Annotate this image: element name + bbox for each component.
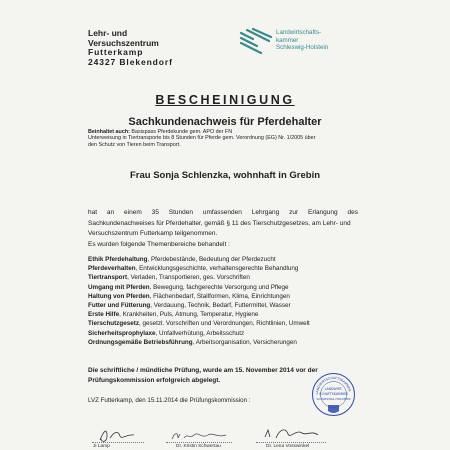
chamber-logo-icon (239, 27, 273, 57)
body-line-4: Es wurden folgende Themenbereiche behandelt : (88, 240, 230, 248)
document-subtitle: Sachkundenachweis für Pferdehalter (128, 116, 322, 128)
topic-item: Ordnungsgemäße Betriebsführung, Arbeitsorganisation, Versicherungen (88, 338, 297, 346)
logo-text-line-1: Landwirtschafts- (276, 29, 322, 36)
signature-line-2 (166, 442, 232, 443)
intro-line-3: den Schutz von Tieren beim Transport. (88, 141, 181, 148)
topic-list (88, 255, 360, 347)
topic-item: Pferdeverhalten, Entwicklungsgeschichte, verhaltensgerechte Behandlung (88, 265, 299, 273)
topic-item: Futter und Fütterung, Verdauung, Technik, Bedarf, Futtermittel, Wasser (88, 302, 291, 310)
stamp-ring-text: LANDWIRTSCHAFTSKAMMER (314, 375, 352, 395)
topic-item: Umgang mit Pferden, Bewegung, fachgerechte Versorgung und Pflege (88, 283, 289, 291)
official-stamp (311, 372, 356, 417)
stamp-shield-icon (328, 405, 339, 413)
signature-3-image (262, 426, 322, 442)
signature-line-3 (256, 442, 326, 443)
sender-line-1: Lehr- und (88, 28, 128, 38)
signature-3-label: Dr. Lena Vosswinkel (266, 444, 310, 449)
sender-address (88, 29, 173, 67)
topic-item: Ethik Pferdehaltung, Pferdebestände, Bedeutung der Pferdezucht (88, 256, 276, 263)
logo-text-line-2: kammer (276, 36, 299, 44)
body-paragraph (88, 208, 358, 250)
document-title: BESCHEINIGUNG (155, 93, 295, 107)
body-line-2: Sachkundenachweises für Pferdehalter, gemäß § 11 des Tierschutzgesetzes, am Lehr- und (88, 219, 351, 227)
chamber-logo (239, 27, 379, 57)
intro-line-2: Unterweisung in Tiertransporte bis 8 Stunden für Pferde gem. Verordnung (EG) Nr. 1/2005 über (88, 135, 316, 142)
topic-item: Tierschutzgesetz, gesetzl. Vorschriften und Verordnungen, Richtlinien, Umwelt (88, 320, 310, 328)
topic-item: Erste Hilfe, Krankheiten, Puls, Atmung, Temperatur, Hygiene (88, 311, 259, 319)
body-line-3: Versuchszentrum Futterkamp teilgenommen. (88, 230, 218, 237)
recipient-name: Frau Sonja Schlenzka, wohnhaft in Grebin (129, 170, 321, 181)
topic-item: Haltung von Pferden, Flächenbedarf, Stallformen, Klima, Einrichtungen (88, 292, 290, 300)
signature-2-image (170, 429, 230, 443)
stamp-line-3: SCHLESWIG-HOLSTEIN (316, 397, 351, 401)
intro-line-1: Basispass Pferdekunde gem. APO der FN (129, 129, 233, 135)
sender-line-3: Futterkamp (88, 47, 144, 57)
stamp-line-1: LANDWIRT- (324, 387, 343, 391)
signature-2-label: Dr. Kristin Schwertau (176, 444, 221, 449)
place-date: LVZ Futterkamp, den 15.11.2014 die Prüfungskommission : (88, 397, 251, 404)
intro-block (88, 129, 358, 148)
exam-line-1: Die schriftliche / mündliche Prüfung, wurde am 15. November 2014 vor der (88, 367, 318, 374)
exam-line-2: Prüfungskommission erfolgreich abgelegt. (88, 376, 221, 384)
stamp-line-2: SCHAFTSKAMMER (319, 392, 348, 396)
logo-text-line-3: Schleswig-Holstein (276, 44, 329, 51)
topic-item: Tiertransport, Verladen, Transportieren, ges. Vorschriften (88, 274, 250, 282)
body-line-1: hat an einem 35 Stunden umfassenden Lehrgang zur Erlangung des (88, 209, 358, 216)
sender-line-2: Versuchszentrum (88, 37, 159, 48)
signature-line-1 (92, 442, 144, 443)
intro-label: Beinhaltet auch: (88, 129, 130, 135)
signature-1-label: Ji Lamp (93, 444, 110, 449)
sender-line-4: 24327 Blekendorf (88, 56, 173, 67)
topic-item: Sicherheitsprophylaxe, Unfallverhütung, Arbeitsschutz (88, 329, 245, 337)
